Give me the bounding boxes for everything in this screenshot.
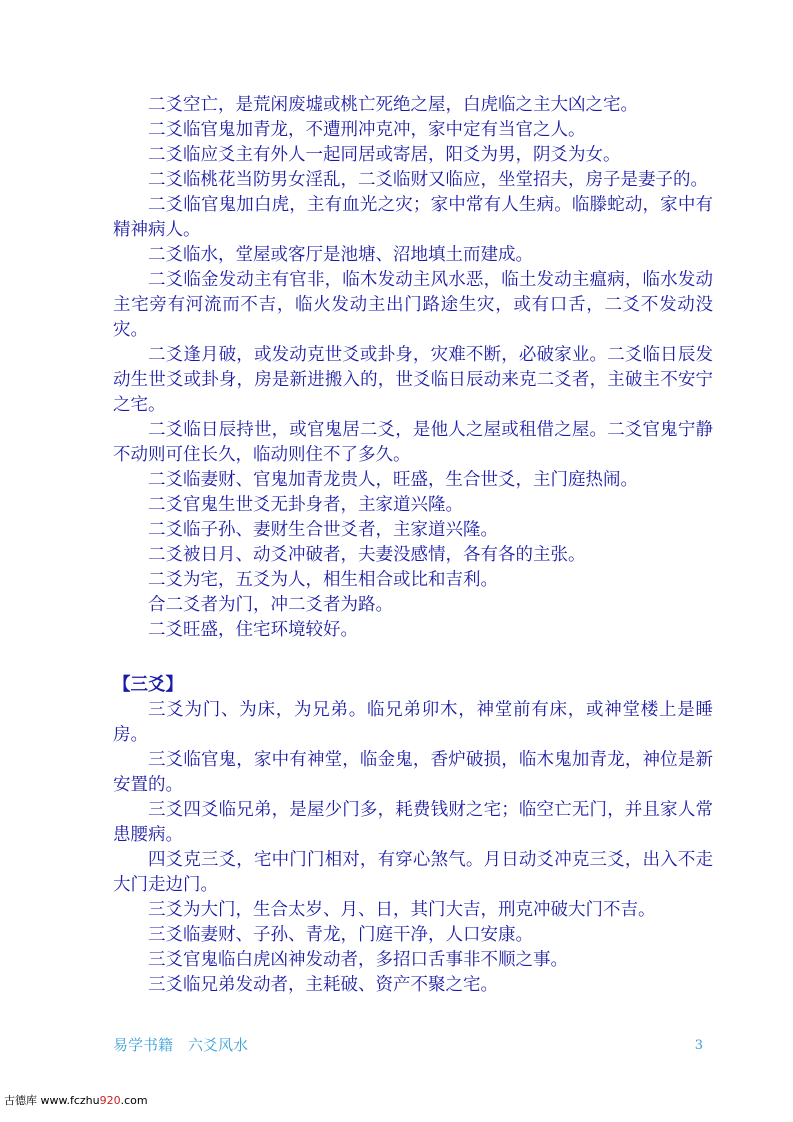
site-watermark	[4, 1092, 148, 1108]
paragraph: 二爻被日月、动爻冲破者，夫妻没感情，各有各的主张。	[148, 545, 586, 565]
paragraph: 四爻克三爻，宅中门门相对，有穿心煞气。月日动爻冲克三爻，出入不走大门走边门。	[113, 850, 713, 895]
section-heading: 【三爻】	[113, 675, 183, 695]
paragraph: 三爻临兄弟发动者，主耗破、资产不聚之宅。	[148, 975, 498, 995]
paragraph: 二爻临应爻主有外人一起同居或寄居，阳爻为男，阴爻为女。	[148, 145, 621, 165]
paragraph: 二爻临官鬼加白虎，主有血光之灾；家中常有人生病。临滕蛇动，家中有精神病人。	[113, 195, 713, 240]
paragraph: 三爻为大门，生合太岁、月、日，其门大吉，刑克冲破大门不吉。	[148, 900, 656, 920]
watermark-url-number: 920	[99, 1094, 121, 1107]
paragraph: 三爻为门、为床，为兄弟。临兄弟卯木，神堂前有床，或神堂楼上是睡房。	[113, 700, 713, 745]
document-body	[113, 93, 713, 998]
paragraph: 三爻官鬼临白虎凶神发动者，多招口舌事非不顺之事。	[148, 950, 568, 970]
paragraph: 三爻临官鬼，家中有神堂，临金鬼，香炉破损，临木鬼加青龙，神位是新安置的。	[113, 750, 713, 795]
paragraph: 三爻四爻临兄弟，是屋少门多，耗费钱财之宅；临空亡无门，并且家人常患腰病。	[113, 800, 713, 845]
paragraph: 三爻临妻财、子孙、青龙，门庭干净，人口安康。	[148, 925, 533, 945]
paragraph: 二爻临官鬼加青龙，不遭刑冲克冲，家中定有当官之人。	[148, 120, 586, 140]
paragraph: 二爻为宅，五爻为人，相生相合或比和吉利。	[148, 570, 498, 590]
watermark-url-prefix: www.fczhu	[40, 1094, 100, 1107]
paragraph: 二爻空亡，是荒闲废墟或桃亡死绝之屋，白虎临之主大凶之宅。	[148, 95, 638, 115]
watermark-url-suffix: .com	[120, 1094, 148, 1107]
paragraph: 二爻临日辰持世，或官鬼居二爻，是他人之屋或租借之屋。二爻官鬼宁静不动则可住长久，临动则住不了多久。	[113, 420, 713, 465]
page-footer	[113, 1034, 713, 1058]
paragraph: 二爻临子孙、妻财生合世爻者，主家道兴隆。	[148, 520, 498, 540]
paragraph: 二爻临水，堂屋或客厅是池塘、沼地填土而建成。	[148, 245, 533, 265]
footer-book-title: 易学书籍 六爻风水	[113, 1036, 249, 1054]
paragraph: 二爻逢月破，或发动克世爻或卦身，灾难不断，必破家业。二爻临日辰发动生世爻或卦身，房是新进搬入的，世爻临日辰动来克二爻者，主破主不安宁之宅。	[113, 345, 713, 415]
paragraph: 二爻临金发动主有官非，临木发动主风水恶，临土发动主瘟病，临水发动主宅旁有河流而不吉，临火发动主出门路途生灾，或有口舌，二爻不发动没灾。	[113, 270, 713, 340]
paragraph: 合二爻者为门，冲二爻者为路。	[148, 595, 393, 615]
paragraph: 二爻旺盛，住宅环境较好。	[148, 620, 358, 640]
page-number: 3	[694, 1038, 703, 1053]
paragraph: 二爻临桃花当防男女淫乱，二爻临财又临应，坐堂招夫，房子是妻子的。	[148, 170, 708, 190]
paragraph: 二爻官鬼生世爻无卦身者，主家道兴隆。	[148, 495, 463, 515]
watermark-site-name: 古德库	[4, 1094, 37, 1107]
paragraph: 二爻临妻财、官鬼加青龙贵人，旺盛，生合世爻，主门庭热闹。	[148, 470, 638, 490]
